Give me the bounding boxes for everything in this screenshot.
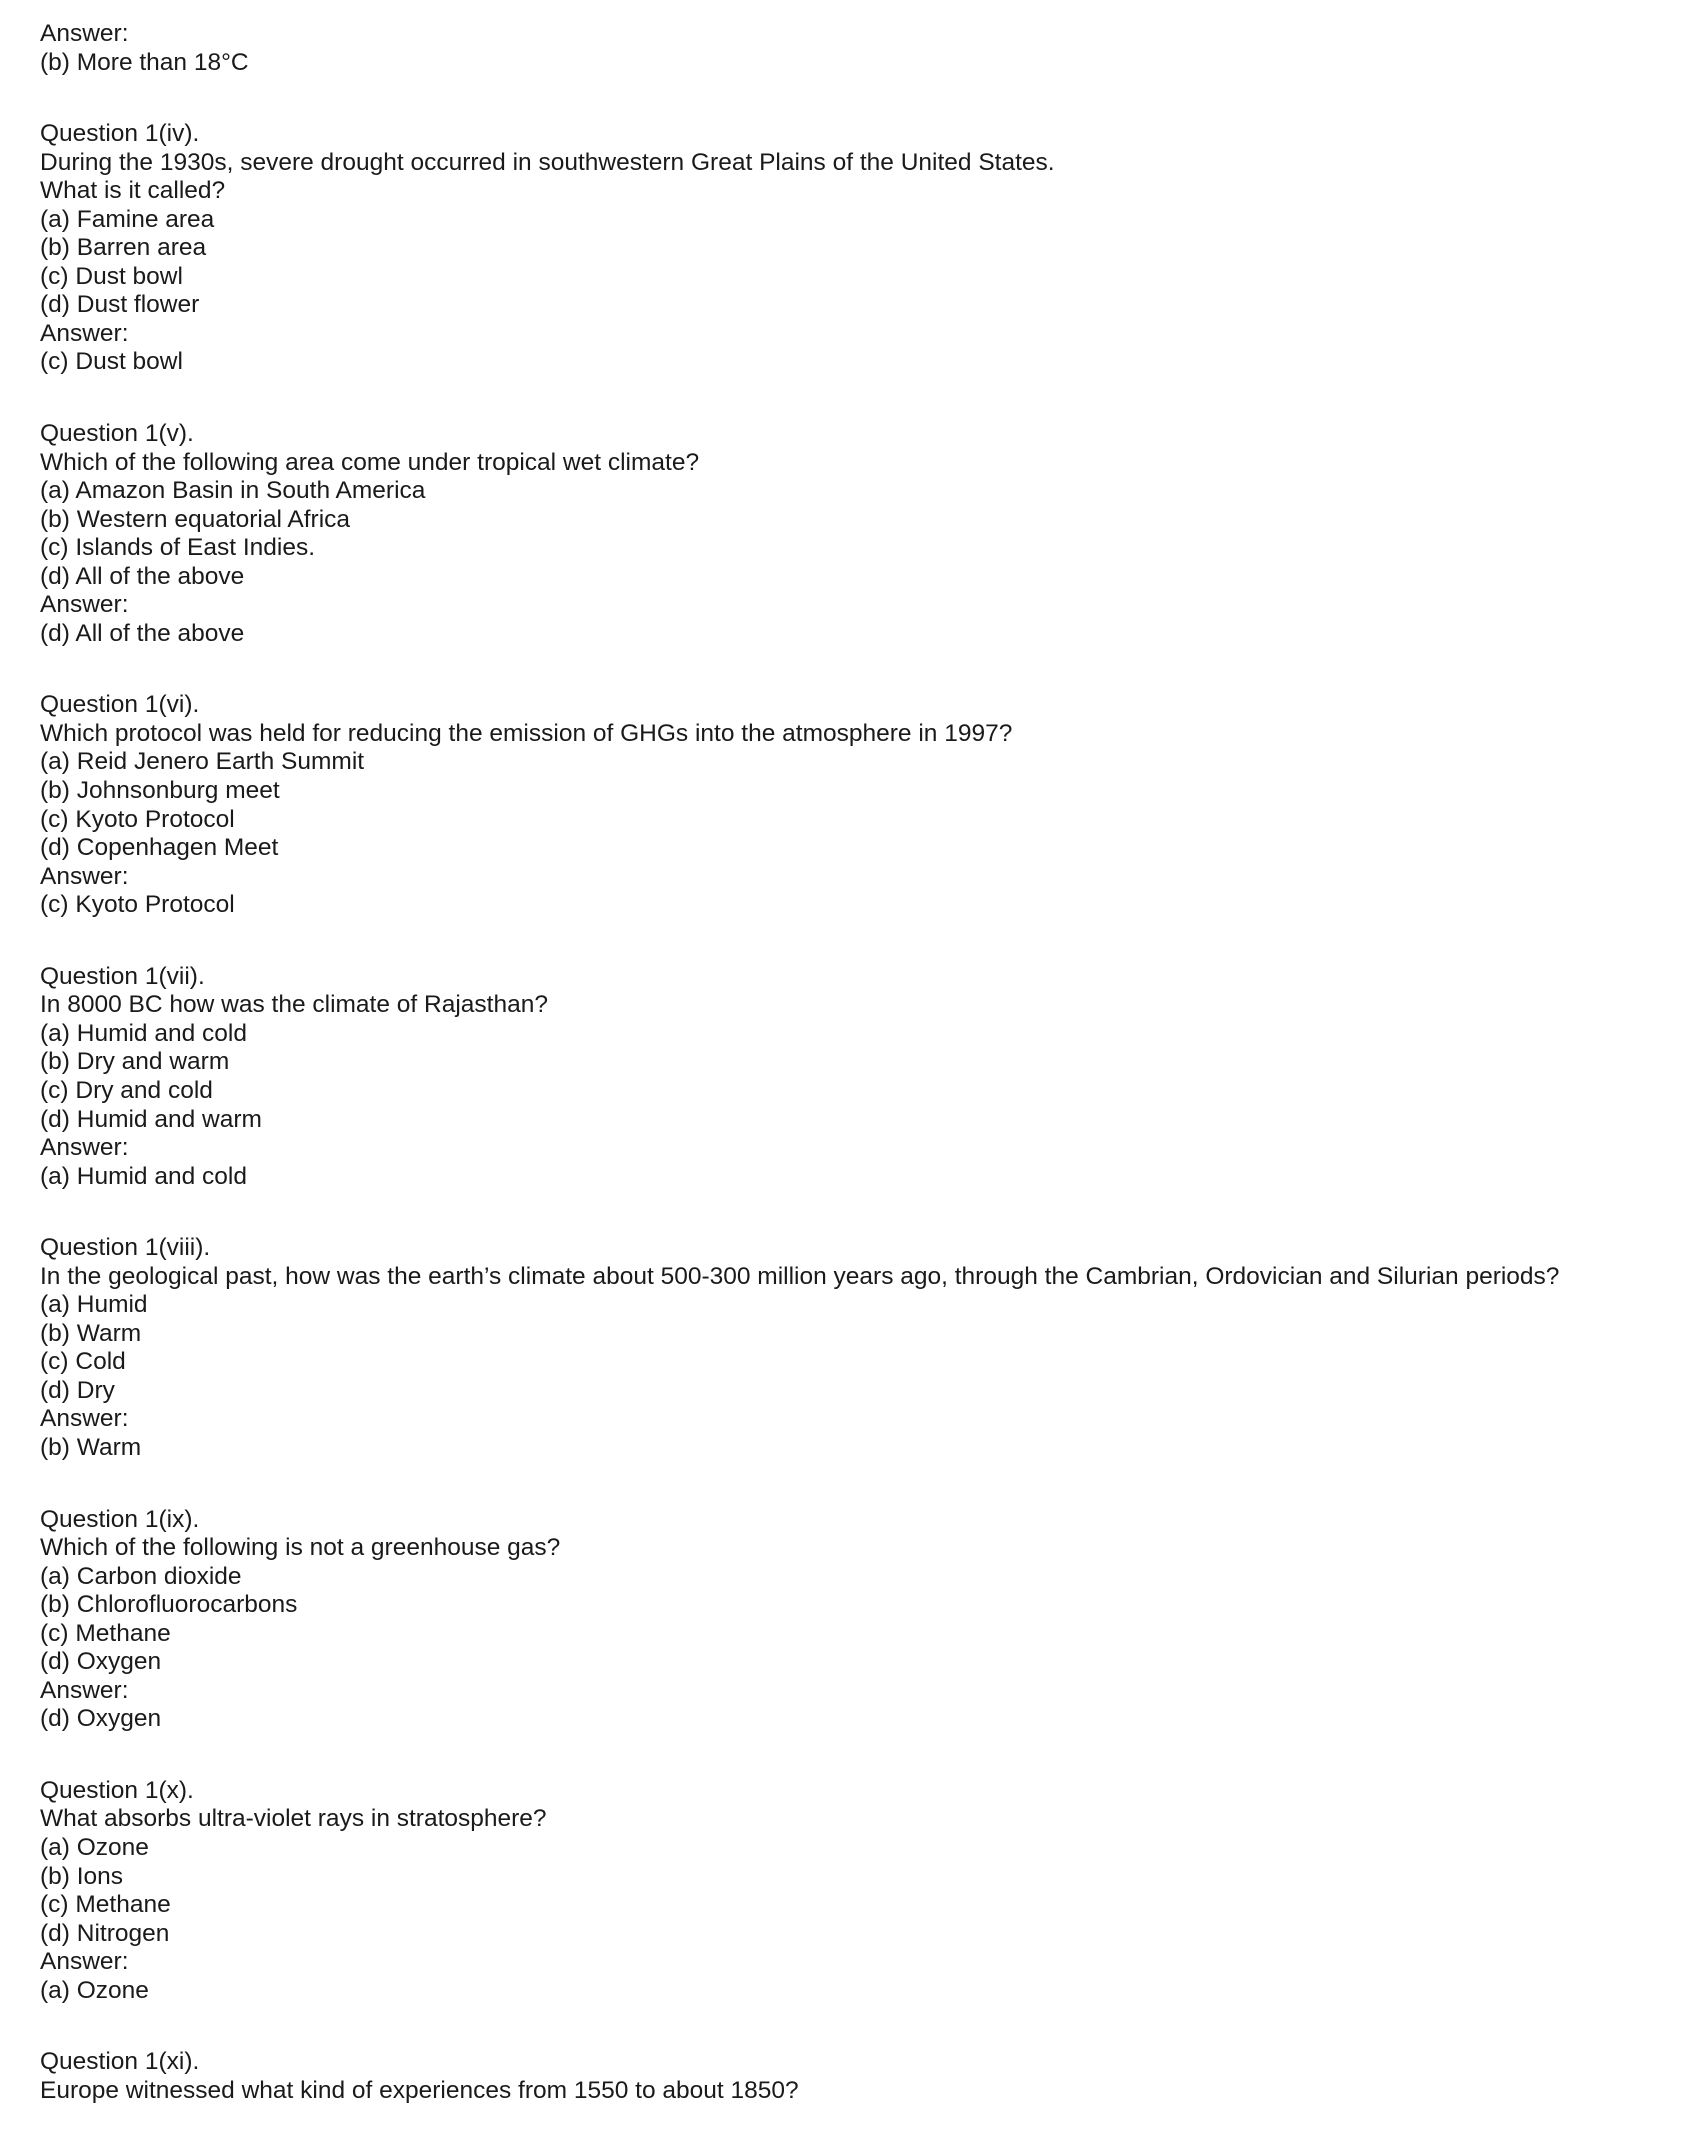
question-block — [40, 420, 1680, 648]
answer-option: (b) Dry and warm — [40, 1048, 230, 1076]
question-text: During the 1930s, severe drought occurred in southwestern Great Plains of the United States. — [40, 148, 1055, 176]
question-block — [40, 1234, 1680, 1462]
answer-option: (c) Dust bowl — [40, 262, 183, 290]
answer-text: (c) Dust bowl — [40, 348, 183, 376]
answer-option: (a) Famine area — [40, 205, 215, 233]
answer-option: (b) Warm — [40, 1319, 142, 1347]
question-title: Question 1(vi). — [40, 691, 200, 719]
question-title: Question 1(x). — [40, 1776, 194, 1804]
answer-option: (c) Kyoto Protocol — [40, 805, 235, 833]
answer-option: (d) Copenhagen Meet — [40, 834, 279, 862]
question-block — [40, 2048, 1680, 2105]
answer-option: (c) Methane — [40, 1619, 171, 1647]
answer-option: (a) Ozone — [40, 1833, 149, 1861]
answer-option: (b) Barren area — [40, 234, 207, 262]
answer-option: (d) All of the above — [40, 562, 245, 590]
answer-label: Answer: — [40, 1405, 129, 1433]
answer-text: (c) Kyoto Protocol — [40, 891, 235, 919]
question-text: What absorbs ultra-violet rays in stratosphere? — [40, 1805, 547, 1833]
answer-text: (d) All of the above — [40, 619, 245, 647]
question-text: In 8000 BC how was the climate of Rajasthan? — [40, 991, 548, 1019]
question-title: Question 1(iv). — [40, 120, 200, 148]
answer-label: Answer: — [40, 1676, 129, 1704]
answer-label: Answer: — [40, 591, 129, 619]
answer-text: (d) Oxygen — [40, 1705, 162, 1733]
question-title: Question 1(v). — [40, 420, 194, 448]
document-page — [40, 20, 1680, 2148]
question-title: Question 1(vii). — [40, 962, 205, 990]
answer-option: (d) Dry — [40, 1376, 115, 1404]
answer-label: Answer: — [40, 862, 129, 890]
answer-label: Answer: — [40, 1948, 129, 1976]
question-block — [40, 963, 1680, 1191]
answer-text: (a) Humid and cold — [40, 1162, 247, 1190]
question-block — [40, 691, 1680, 919]
question-title: Question 1(viii). — [40, 1234, 211, 1262]
answer-option: (c) Methane — [40, 1891, 171, 1919]
answer-option: (d) Dust flower — [40, 291, 200, 319]
answer-label: Answer: — [40, 20, 129, 47]
question-text: In the geological past, how was the earth’s climate about 500-300 million years ago, through the Cambrian, Ordovician and Silurian periods? — [40, 1262, 1560, 1290]
answer-text: (b) More than 18°C — [40, 48, 249, 76]
question-list — [40, 120, 1680, 2105]
question-text: Which protocol was held for reducing the emission of GHGs into the atmosphere in 1997? — [40, 719, 1013, 747]
question-text: Which of the following is not a greenhouse gas? — [40, 1534, 561, 1562]
answer-option: (d) Oxygen — [40, 1648, 162, 1676]
answer-text: (a) Ozone — [40, 1976, 149, 2004]
answer-option: (d) Humid and warm — [40, 1105, 262, 1133]
answer-option: (c) Islands of East Indies. — [40, 534, 316, 562]
question-text: Which of the following area come under tropical wet climate? — [40, 448, 700, 476]
answer-option: (d) Nitrogen — [40, 1919, 170, 1947]
answer-option: (b) Chlorofluorocarbons — [40, 1591, 298, 1619]
question-block — [40, 1506, 1680, 1734]
answer-option: (c) Dry and cold — [40, 1076, 213, 1104]
question-text: Europe witnessed what kind of experiences from 1550 to about 1850? — [40, 2076, 799, 2104]
question-text: What is it called? — [40, 177, 226, 205]
answer-option: (a) Reid Jenero Earth Summit — [40, 748, 365, 776]
answer-option: (c) Cold — [40, 1348, 126, 1376]
question-block — [40, 120, 1680, 377]
answer-option: (b) Ions — [40, 1862, 124, 1890]
answer-block — [40, 20, 1680, 77]
answer-option: (b) Johnsonburg meet — [40, 777, 280, 805]
answer-option: (a) Humid — [40, 1291, 148, 1319]
answer-option: (b) Western equatorial Africa — [40, 505, 351, 533]
answer-label: Answer: — [40, 319, 129, 347]
answer-label: Answer: — [40, 1134, 129, 1162]
answer-option: (a) Humid and cold — [40, 1019, 247, 1047]
answer-text: (b) Warm — [40, 1433, 142, 1461]
question-block — [40, 1777, 1680, 2005]
question-title: Question 1(xi). — [40, 2048, 200, 2076]
answer-option: (a) Amazon Basin in South America — [40, 477, 426, 505]
answer-option: (a) Carbon dioxide — [40, 1562, 242, 1590]
question-title: Question 1(ix). — [40, 1505, 200, 1533]
